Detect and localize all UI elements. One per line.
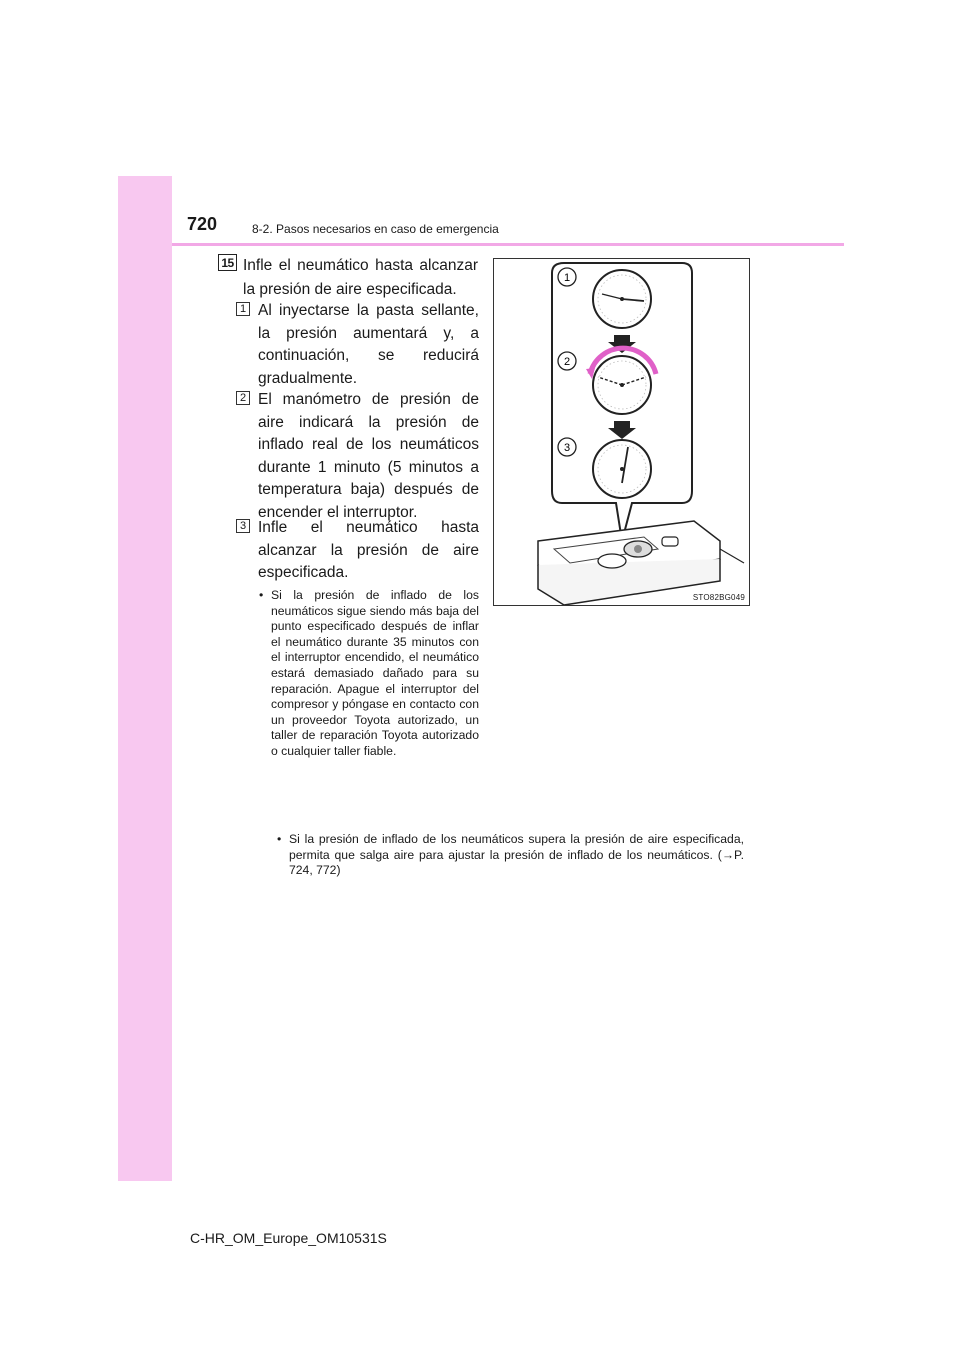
footer-document-id: C-HR_OM_Europe_OM10531S [190,1230,387,1246]
figure-code: STO82BG049 [692,593,745,602]
substep-number: 3 [236,519,250,533]
header-rule [172,243,844,246]
callout-1 [558,268,576,286]
chapter-sidebar-tab [118,176,172,1181]
note-1 [259,588,479,760]
callout-3 [558,438,576,456]
substep-2 [236,389,479,524]
substep-text: El manómetro de presión de aire indicará la presión de inflado real de los neumáticos durante 1 minuto (5 minutos a temperatura baja) después de encender el interruptor. [258,391,479,521]
svg-text:2: 2 [563,356,571,368]
note-2 [277,832,744,879]
substep-text: Infle el neumático hasta alcanzar la presión de aire especificada. [258,519,479,581]
substep-text: Al inyectarse la pasta sellante, la presión aumentará y, a continuación, se reducirá gradualmente. [258,302,479,387]
pressure-gauge-icon [593,440,651,498]
note-text: Si la presión de inflado de los neumáticos sigue siendo más baja del punto especificado después de inflar el neumático durante 35 minutos con el interruptor encendido, el neumático estará demasiado dañado para su reparación. Apague el interruptor del compresor y póngase en contacto con un proveedor Toyota autorizado, un taller de reparación Toyota autorizado o cualquier taller fiable. [271,588,479,758]
substep-number: 2 [236,391,250,405]
substep-number: 1 [236,302,250,316]
compressor-gauge-illustration [493,258,750,606]
svg-text:3: 3 [563,442,571,454]
illustration-svg [494,259,749,605]
pressure-gauge-icon [593,270,651,328]
substep-3 [236,517,479,585]
substep-1 [236,300,479,390]
step-text: Infle el neumático hasta alcanzar la presión de aire especificada. [243,257,478,298]
bullet-icon: • [259,588,264,602]
section-title: 8-2. Pasos necesarios en caso de emergencia [252,222,499,236]
page-number: 720 [187,214,218,234]
note-text: Si la presión de inflado de los neumáticos supera la presión de aire especificada, permita que salga aire para ajustar la presión de inflado de los neumáticos. (→P. 724, 772) [289,832,744,878]
step-number-box: 15 [218,254,237,271]
callout-2 [558,352,576,370]
bullet-icon: • [277,832,282,846]
svg-text:1: 1 [563,272,571,284]
